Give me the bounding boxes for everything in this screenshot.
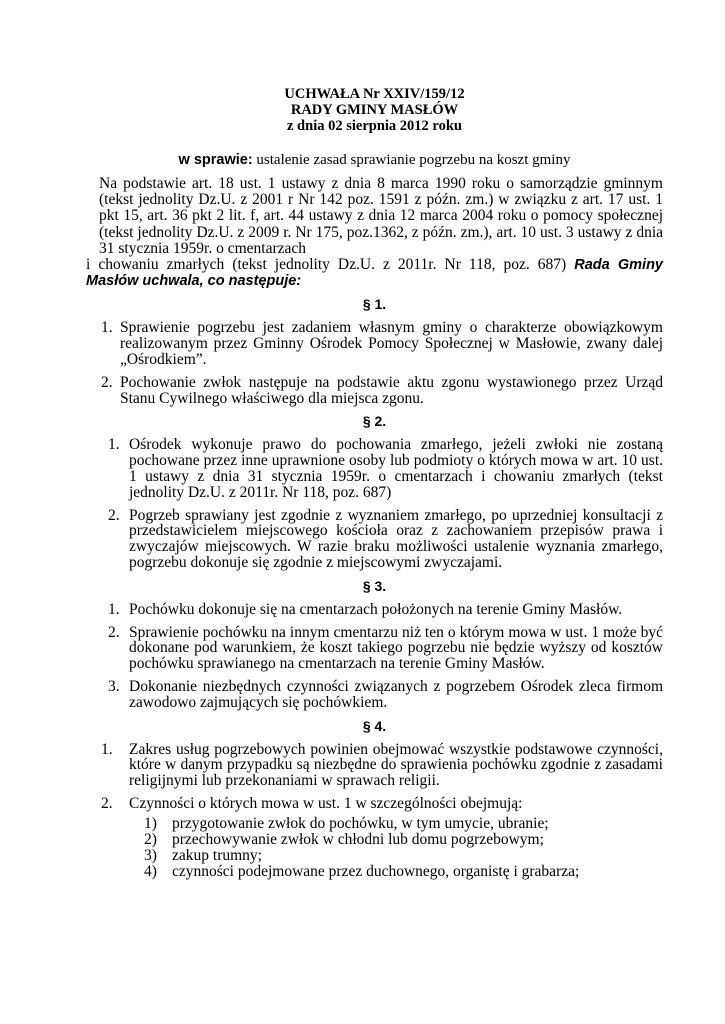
subitem-number: 1) — [144, 814, 157, 832]
list-item — [86, 625, 663, 672]
list-item — [86, 437, 663, 500]
subitem-number: 4) — [144, 862, 157, 880]
list-item — [86, 796, 663, 880]
item-text: Ośrodek wykonuje prawo do pochowania zmarłego, jeżeli zwłoki nie zostaną pochowane przez inne uprawnione osoby lub podmioty o których mowa w art. 10 ust. 1 ustawy z dnia 31 stycznia 1959r. o cmentarzach i chowaniu zmarłych (tekst jednolity Dz.U. z 2011r. Nr 118, poz. 687) — [129, 436, 663, 501]
list-item — [86, 508, 663, 571]
sublist-item — [129, 816, 663, 832]
preamble-text: Na podstawie art. 18 ust. 1 ustawy z dnia 8 marca 1990 roku o samorządzie gminnym (tekst jednolity Dz.U. z 2001 r Nr 142 poz. 1591 z późn. zm.) w związku z art. 17 ust. 1 pkt 15, art. 36 pkt 2 lit. f, art. 44 ustawy z dnia 12 marca 2004 roku o pomocy społecznej (tekst jednolity Dz.U. z 2009 r. Nr 175, poz.1362, z późn. zm.), art. 10 ust. 3 ustawy z dnia 31 stycznia 1959r. o cmentarzach — [99, 175, 663, 257]
subitem-text: zakup trumny; — [172, 846, 262, 864]
item-number: 1. — [108, 436, 120, 454]
subitem-text: przechowywanie zwłok w chłodni lub domu pogrzebowym; — [172, 830, 544, 848]
section-2-list — [86, 437, 663, 570]
sublist-item — [129, 832, 663, 848]
resolution-date: z dnia 02 sierpnia 2012 roku — [287, 118, 462, 134]
subitem-text: czynności podejmowane przez duchownego, organistę i grabarza; — [172, 862, 580, 880]
subitem-number: 3) — [144, 846, 157, 864]
item-text: Pochówku dokonuje się na cmentarzach położonych na terenie Gminy Masłów. — [129, 600, 623, 618]
section-1-list — [86, 320, 663, 406]
item-number: 2. — [108, 623, 120, 641]
sublist-item — [129, 848, 663, 864]
section-3-list — [86, 602, 663, 711]
item-number: 2. — [101, 373, 113, 391]
section-4-list — [86, 742, 663, 880]
item-number: 1. — [101, 740, 113, 758]
resolution-number: UCHWAŁA Nr XXIV/159/12 — [284, 86, 465, 102]
item-text: Sprawienie pogrzebu jest zadaniem własnym gminy o charakterze obowiązkowym realizowanym przez Gminny Ośrodek Pomocy Społecznej w Masłowie, zwany dalej „Ośrodkiem”. — [120, 319, 663, 369]
resolution-clause: Rada Gminy Masłów uchwala, co następuje: — [86, 257, 663, 290]
list-item — [86, 602, 663, 618]
subitem-number: 2) — [144, 830, 157, 848]
list-item — [86, 375, 663, 407]
council-name: RADY GMINY MASŁÓW — [290, 102, 459, 118]
item-text: Pogrzeb sprawiany jest zgodnie z wyznaniem zmarłego, po uprzedniej konsultacji z przedstawicielem miejscowego kościoła oraz z zachowaniem przepisów prawa i zwyczajów miejscowych. W razie braku możliwości ustalenie wyznania zmarłego, pogrzebu dokonuje się zgodnie z miejscowymi zwyczajami. — [129, 506, 663, 571]
subject-text: ustalenie zasad sprawianie pogrzebu na koszt gminy — [252, 152, 571, 168]
item-number: 1. — [108, 600, 120, 618]
item-number: 1. — [101, 319, 113, 337]
item-number: 2. — [108, 506, 120, 524]
section-4-title: § 4. — [362, 717, 387, 734]
section-4-sublist — [129, 816, 663, 880]
subject-label: w sprawie: — [178, 152, 253, 168]
preamble-text-continued — [86, 257, 663, 289]
list-item — [86, 679, 663, 711]
list-item — [86, 742, 663, 789]
item-text: Pochowanie zwłok następuje na podstawie aktu zgonu wystawionego przez Urząd Stanu Cywilnego właściwego dla miejsca zgonu. — [120, 373, 663, 407]
section-2-title: § 2. — [362, 413, 387, 430]
preamble-text-2: i chowaniu zmarłych (tekst jednolity Dz.U. z 2011r. Nr 118, poz. 687) — [86, 256, 575, 274]
sublist-item — [129, 864, 663, 880]
subitem-text: przygotowanie zwłok do pochówku, w tym umycie, ubranie; — [172, 814, 549, 832]
list-item — [86, 320, 663, 367]
item-text: Zakres usług pogrzebowych powinien obejmować wszystkie podstawowe czynności, które w danym przypadku są niezbędne do sprawienia pochówku zgodnie z zasadami religijnymi lub przekonaniami w sprawach religii. — [129, 740, 663, 790]
item-text: Sprawienie pochówku na innym cmentarzu niż ten o którym mowa w ust. 1 może być dokonane pod warunkiem, że koszt takiego pogrzebu nie będzie wyższy od kosztów pochówku sprawianego na cmentarzach na terenie Gminy Masłów. — [129, 623, 663, 673]
section-1-title: § 1. — [362, 296, 387, 313]
item-text: Dokonanie niezbędnych czynności związanych z pogrzebem Ośrodek zleca firmom zawodowo zajmujących się pochówkiem. — [129, 677, 663, 711]
section-3-title: § 3. — [362, 577, 387, 594]
preamble — [86, 176, 663, 289]
item-text: Czynności o których mowa w ust. 1 w szczególności obejmują: — [129, 794, 523, 812]
subject-line — [86, 151, 663, 169]
item-number: 3. — [108, 677, 120, 695]
item-number: 2. — [101, 794, 113, 812]
